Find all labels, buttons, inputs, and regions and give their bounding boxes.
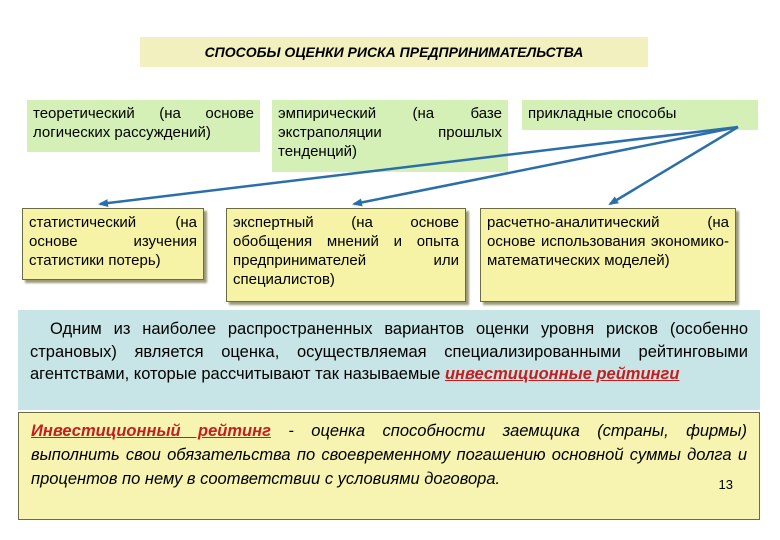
top-box-applied: прикладные способы — [522, 100, 758, 130]
info-paragraph — [18, 310, 760, 410]
info-highlight: инвестиционные рейтинги — [444, 365, 680, 383]
info-text: Одним из наиболее распространенных вариантов оценки уровня рисков (особенно страновых) является оценка, осуществляемая специализированными рейтинговыми агентствами, которые рассчитывают так называемые — [30, 320, 748, 383]
definition-text: - оценка способности заемщика (страны, фирмы) выполнить свои обязательства по своевременному погашению основной суммы долга и процентов по нему в соответствии с условиями договора. — [31, 422, 747, 488]
bottom-box-analytical: расчетно-аналитический (на основе использования экономико-математических моделей) — [480, 208, 736, 302]
diagram-title: СПОСОБЫ ОЦЕНКИ РИСКА ПРЕДПРИНИМАТЕЛЬСТВА — [140, 37, 648, 67]
page-number: 13 — [718, 477, 733, 492]
bottom-box-statistical: статистический (на основе изучения статистики потерь) — [22, 208, 204, 280]
top-box-theoretical: теоретический (на основе логических рассуждений) — [27, 100, 260, 152]
definition-box — [18, 412, 760, 520]
definition-term: Инвестиционный рейтинг — [31, 422, 271, 440]
top-box-empirical: эмпирический (на базе экстраполяции прошлых тенденций) — [272, 100, 508, 172]
arrow-to-analytical — [610, 127, 738, 204]
arrow-to-statistical — [100, 127, 738, 204]
bottom-box-expert: экспертный (на основе обобщения мнений и опыта предпринимателей или специалистов) — [226, 208, 466, 302]
